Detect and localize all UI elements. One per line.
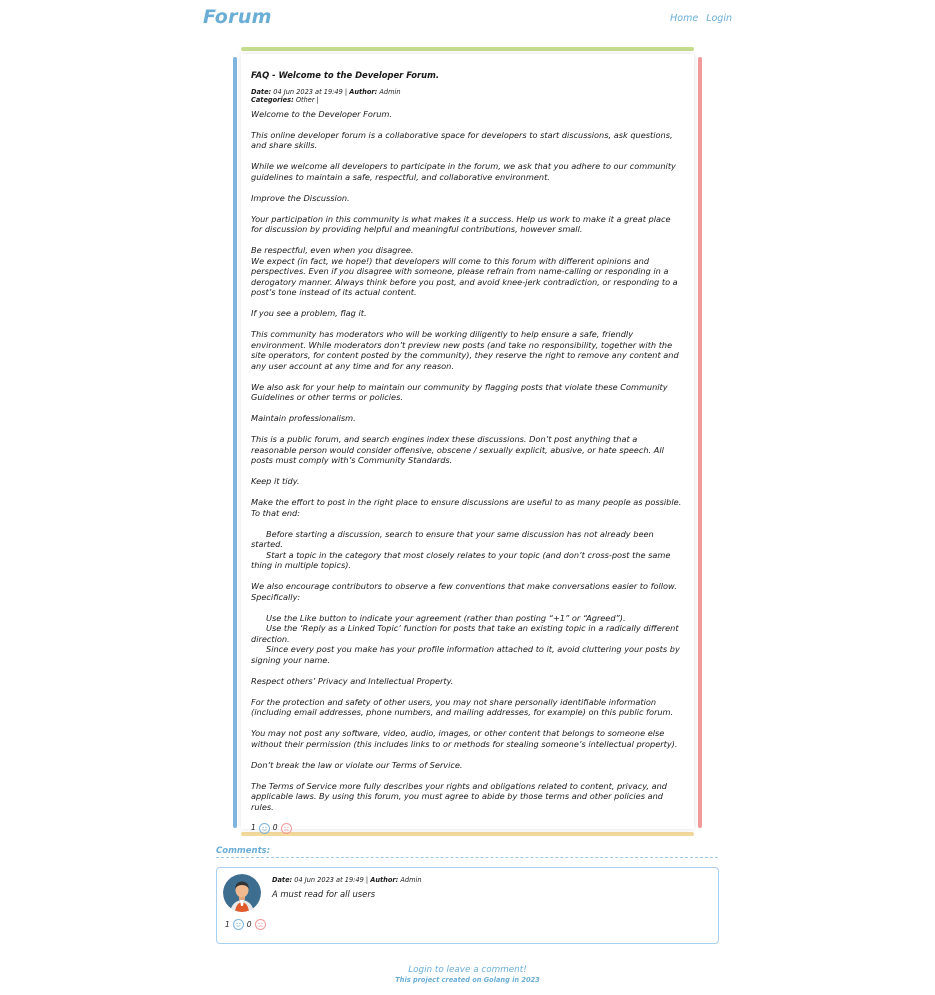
brand-logo[interactable]: Forum (203, 6, 272, 28)
frame-bar-top (241, 47, 694, 51)
post-title: FAQ - Welcome to the Developer Forum. (251, 70, 440, 80)
comment-dislike-count: 0 (246, 920, 252, 929)
categories-label: Categories: (251, 96, 294, 104)
post-paragraph: This online developer forum is a collaborative space for developers to start discussions, ask questions, and share skills. (251, 129, 673, 150)
comment-like-button[interactable] (233, 919, 244, 930)
post-paragraph: Improve the Discussion. (251, 192, 350, 203)
like-button[interactable] (259, 823, 270, 834)
post-meta: Date: 04 Jun 2023 at 19:49 | Author: Admin (251, 87, 401, 96)
post-list-item: Use the ‘Reply as a Linked Topic’ function for posts that take an existing topic in a radically different direction. (251, 623, 679, 644)
comment-body: A must read for all users (272, 889, 376, 899)
comment-dislike-button[interactable] (255, 919, 266, 930)
comment-card (216, 867, 719, 944)
post-paragraph: Don’t break the law or violate our Terms of Service. (251, 759, 463, 770)
post-card (241, 54, 694, 832)
post-list-item: Use the Like button to indicate your agreement (rather than posting “+1” or “Agreed”). (266, 612, 626, 623)
dislike-button[interactable] (281, 823, 292, 834)
post-dislike-count: 0 (272, 822, 278, 832)
post-paragraph: Keep it tidy. (251, 476, 300, 486)
category-link[interactable]: Other | (295, 96, 319, 104)
post-list-item: Since every post you make has your profile information attached to it, avoid cluttering your posts by signing your name. (251, 644, 680, 665)
smile-icon (260, 824, 269, 833)
comment-like-count: 1 (225, 920, 230, 929)
post-paragraph: Maintain professionalism. (251, 413, 356, 423)
frown-icon (282, 824, 291, 833)
smile-icon (234, 920, 243, 929)
post-categories (251, 96, 684, 105)
comment-author[interactable]: Admin (400, 876, 422, 884)
nav-home-link[interactable]: Home (670, 13, 699, 24)
author-label: Author: (370, 876, 399, 884)
comment-date: 04 Jun 2023 at 19:49 (294, 876, 364, 884)
date-label: Date: (251, 87, 272, 96)
post-date: 04 Jun 2023 at 19:49 (273, 87, 343, 96)
post-paragraph: We expect (in fact, we hope!) that developers will come to this forum with different opinions and perspectives. Even if you disagree with someone, please refrain from name-calling or responding in a derogatory manner. Always think before you post, and avoid knee-jerk contradiction, or responding to a post’s tone instead of its actual content. (251, 255, 678, 297)
comments-heading: Comments: (216, 846, 718, 858)
post-paragraph: For the protection and safety of other users, you may not share personally identifiable information (including email addresses, phone numbers, and mailing addresses, for example) on this public forum. (251, 696, 674, 717)
comment-meta: Date: 04 Jun 2023 at 19:49 | Author: Admin (272, 876, 422, 884)
post-card-frame (233, 47, 702, 836)
login-to-comment-link[interactable]: Login to leave a comment! (408, 965, 527, 975)
frown-icon (256, 920, 265, 929)
post-paragraph: We also ask for your help to maintain our community by flagging posts that violate these Community Guidelines or other terms or policies. (251, 381, 668, 402)
post-paragraph: If you see a problem, flag it. (251, 308, 367, 318)
post-list-item: Before starting a discussion, search to ensure that your same discussion has not already been started. (251, 528, 654, 549)
author-label: Author: (349, 87, 378, 96)
post-author[interactable]: Admin (379, 87, 401, 96)
post-list-item: Start a topic in the category that most closely relates to your topic (and don’t cross-post the same thing in multiple topics). (251, 549, 671, 570)
post-paragraph: While we welcome all developers to participate in the forum, we ask that you adhere to our community guidelines to maintain a safe, respectful, and collaborative environment. (251, 161, 676, 182)
post-reactions (251, 823, 684, 834)
post-paragraph: You may not post any software, video, audio, images, or other content that belongs to someone else without their permission (this includes links to or methods for stealing someone’s intellectual property). (251, 728, 678, 749)
date-label: Date: (272, 876, 293, 884)
frame-bar-left (233, 57, 237, 828)
post-paragraph: Make the effort to post in the right place to ensure discussions are useful to as many people as possible. To that end: (251, 497, 682, 518)
login-prompt (0, 965, 935, 975)
frame-bar-right (698, 57, 702, 828)
avatar (223, 874, 261, 912)
post-paragraph: Respect others’ Privacy and Intellectual Property. (251, 675, 454, 686)
user-avatar-icon (223, 874, 261, 912)
post-paragraph: This community has moderators who will be working diligently to help ensure a safe, friendly environment. While moderators don’t preview new posts (and take no responsibility, together with the site operators, for content posted by the community), they reserve the right to remove any content and any user account at any time and for any reason. (251, 329, 679, 371)
comment-reactions (225, 919, 266, 930)
post-paragraph: The Terms of Service more fully describes your rights and obligations related to content, privacy, and applicable laws. By using this forum, you must agree to abide by those terms and other policies and rules. (251, 780, 668, 812)
post-paragraph: We also encourage contributors to observe a few conventions that make conversations easier to follow. Specifically: (251, 581, 677, 602)
post-paragraph: This is a public forum, and search engines index these discussions. Don’t post anything that a reasonable person would consider offensive, obscene / sexually explicit, abusive, or hate speech. All posts must comply with’s Community Standards. (251, 434, 664, 465)
post-paragraph: Welcome to the Developer Forum. (251, 108, 392, 119)
post-paragraph: Be respectful, even when you disagree. (251, 245, 414, 255)
post-like-count: 1 (251, 822, 256, 832)
nav-login-link[interactable]: Login (706, 13, 732, 24)
post-paragraph: Your participation in this community is what makes it a success. Help us work to make it a great place for discussion by providing helpful and meaningful contributions, however small. (251, 213, 671, 234)
top-nav (665, 13, 732, 24)
footer-credit: This project created on Golang in 2023 (395, 976, 540, 984)
